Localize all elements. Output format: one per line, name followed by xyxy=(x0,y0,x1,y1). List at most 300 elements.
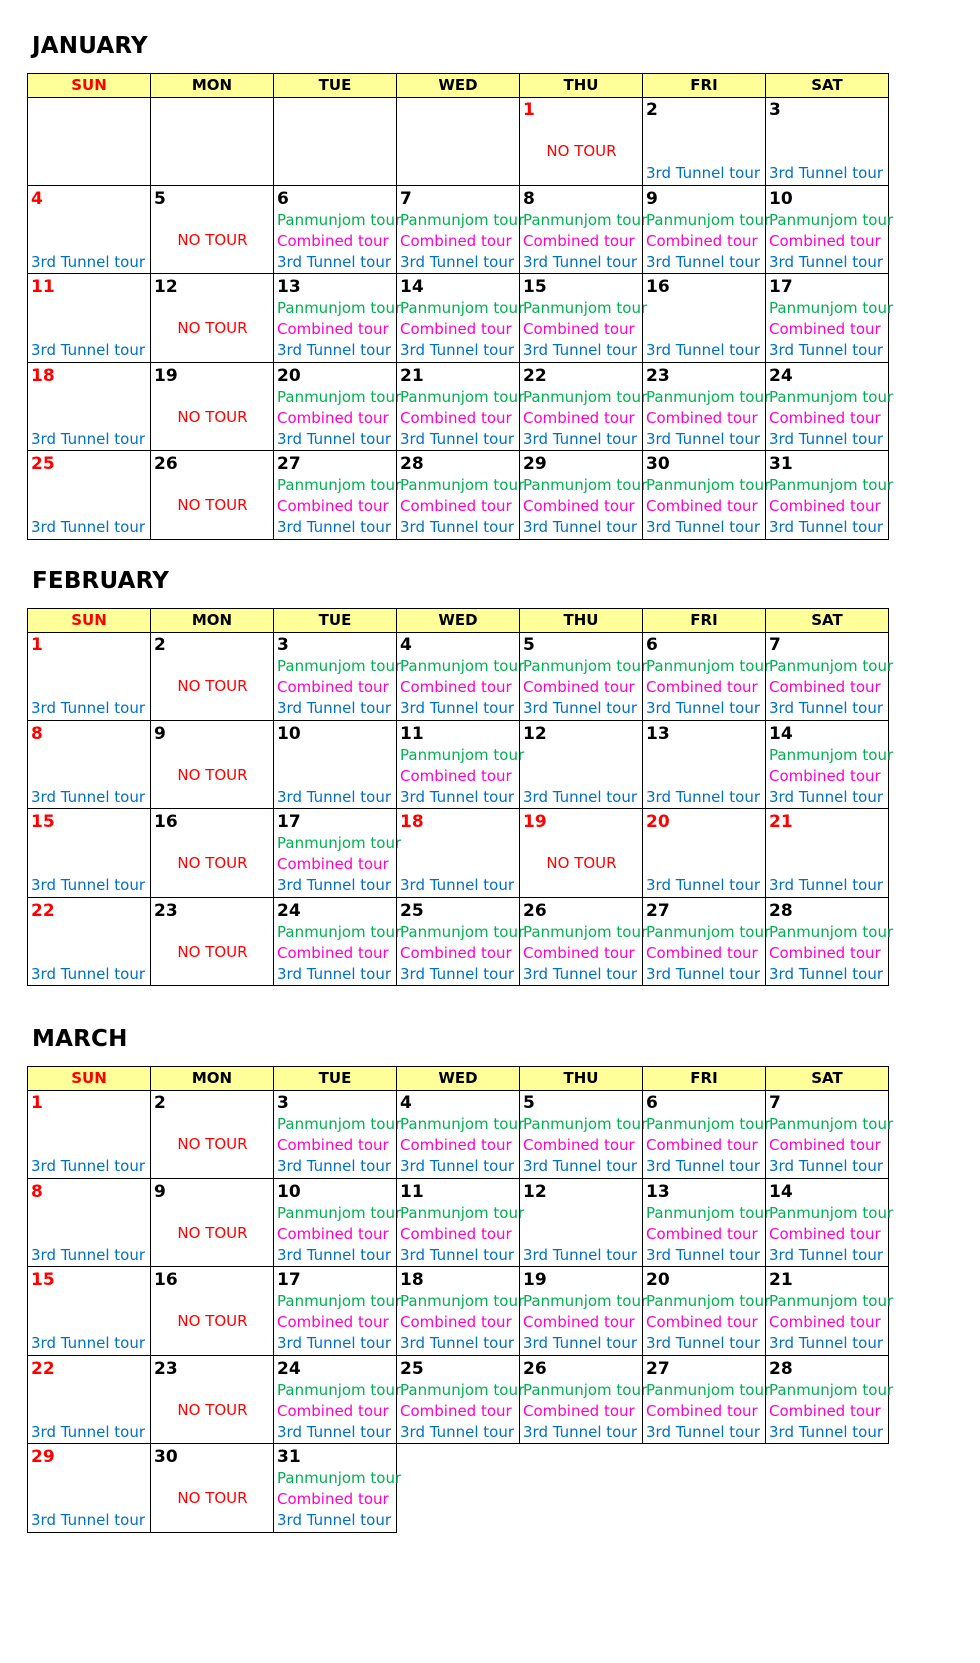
day-cell xyxy=(396,632,525,721)
tunnel-tour-label: 3rd Tunnel tour xyxy=(769,341,884,359)
tunnel-tour-label: 3rd Tunnel tour xyxy=(523,252,638,271)
tunnel-tour-label: 3rd Tunnel tour xyxy=(277,518,392,536)
tunnel-tour-label: 3rd Tunnel tour xyxy=(277,252,392,271)
day-number: 17 xyxy=(769,277,793,297)
day-number: 23 xyxy=(154,900,178,921)
panmunjom-tour-label: Panmunjom tour xyxy=(277,657,402,675)
panmunjom-tour-label: Panmunjom tour xyxy=(523,657,648,675)
panmunjom-tour-label: Panmunjom tour xyxy=(400,1115,525,1133)
day-cell xyxy=(273,1444,402,1533)
tunnel-tour-label: 3rd Tunnel tour xyxy=(31,1245,146,1264)
day-cell xyxy=(765,363,894,452)
panmunjom-tour-label: Panmunjom tour xyxy=(769,657,894,675)
combined-tour-label: Combined tour xyxy=(769,943,881,962)
tunnel-tour-label: 3rd Tunnel tour xyxy=(646,1422,761,1441)
day-number: 17 xyxy=(277,1270,301,1290)
day-cell xyxy=(642,363,771,452)
day-cell xyxy=(642,1090,771,1179)
tunnel-tour-label: 3rd Tunnel tour xyxy=(400,699,515,717)
day-cell xyxy=(519,186,648,275)
tunnel-tour-label: 3rd Tunnel tour xyxy=(277,1334,392,1352)
empty-cell xyxy=(150,97,274,186)
combined-tour-label: Combined tour xyxy=(769,678,881,696)
day-cell xyxy=(27,1444,151,1533)
tunnel-tour-label: 3rd Tunnel tour xyxy=(769,1422,884,1441)
panmunjom-tour-label: Panmunjom tour xyxy=(277,1469,402,1487)
weekday-header-row xyxy=(27,73,889,98)
day-number: 1 xyxy=(31,635,43,655)
day-cell xyxy=(396,898,525,987)
no-tour-label: NO TOUR xyxy=(177,765,248,784)
combined-tour-label: Combined tour xyxy=(523,678,635,696)
no-tour-label: NO TOUR xyxy=(177,1223,248,1242)
tunnel-tour-label: 3rd Tunnel tour xyxy=(400,518,515,536)
day-cell xyxy=(642,809,766,898)
day-number: 15 xyxy=(31,1270,55,1290)
combined-tour-label: Combined tour xyxy=(277,943,389,962)
combined-tour-label: Combined tour xyxy=(277,678,389,696)
weekday-header-sat: SAT xyxy=(765,74,889,97)
panmunjom-tour-label: Panmunjom tour xyxy=(769,1380,894,1399)
day-number: 9 xyxy=(154,1181,166,1202)
panmunjom-tour-label: Panmunjom tour xyxy=(646,1203,771,1222)
day-number: 27 xyxy=(646,900,670,921)
no-tour-label: NO TOUR xyxy=(177,677,248,695)
combined-tour-label: Combined tour xyxy=(277,408,389,427)
day-cell xyxy=(519,632,648,721)
day-number: 29 xyxy=(523,454,547,474)
tunnel-tour-label: 3rd Tunnel tour xyxy=(277,1157,392,1175)
day-number: 4 xyxy=(400,635,412,655)
day-number: 7 xyxy=(769,635,781,655)
tunnel-tour-label: 3rd Tunnel tour xyxy=(277,1422,392,1441)
day-number: 11 xyxy=(31,277,55,297)
day-cell xyxy=(273,721,397,810)
weekday-header-thu: THU xyxy=(519,74,642,97)
day-number: 24 xyxy=(277,1358,301,1379)
tunnel-tour-label: 3rd Tunnel tour xyxy=(769,964,884,983)
tunnel-tour-label: 3rd Tunnel tour xyxy=(400,964,515,983)
combined-tour-label: Combined tour xyxy=(400,231,512,250)
tunnel-tour-label: 3rd Tunnel tour xyxy=(646,876,761,894)
tunnel-tour-label: 3rd Tunnel tour xyxy=(31,518,146,536)
day-cell xyxy=(642,1356,771,1445)
tunnel-tour-label: 3rd Tunnel tour xyxy=(646,1157,761,1175)
day-cell xyxy=(150,1179,274,1268)
tunnel-tour-label: 3rd Tunnel tour xyxy=(31,252,146,271)
panmunjom-tour-label: Panmunjom tour xyxy=(523,476,648,494)
tunnel-tour-label: 3rd Tunnel tour xyxy=(646,518,761,536)
panmunjom-tour-label: Panmunjom tour xyxy=(523,922,648,941)
weekday-header-thu: THU xyxy=(519,1067,642,1090)
day-number: 17 xyxy=(277,812,301,832)
tunnel-tour-label: 3rd Tunnel tour xyxy=(31,1334,146,1352)
weekday-header-sat: SAT xyxy=(765,1067,889,1090)
day-number: 26 xyxy=(154,454,178,474)
month-section-february xyxy=(0,565,980,1085)
weekday-header-wed: WED xyxy=(396,609,519,632)
tunnel-tour-label: 3rd Tunnel tour xyxy=(277,429,392,448)
panmunjom-tour-label: Panmunjom tour xyxy=(769,1292,894,1310)
day-cell xyxy=(27,898,151,987)
panmunjom-tour-label: Panmunjom tour xyxy=(400,210,525,229)
day-number: 30 xyxy=(154,1447,178,1467)
panmunjom-tour-label: Panmunjom tour xyxy=(646,476,771,494)
day-cell xyxy=(150,898,274,987)
panmunjom-tour-label: Panmunjom tour xyxy=(400,657,525,675)
panmunjom-tour-label: Panmunjom tour xyxy=(523,1380,648,1399)
panmunjom-tour-label: Panmunjom tour xyxy=(277,210,402,229)
combined-tour-label: Combined tour xyxy=(523,1136,635,1154)
no-tour-label: NO TOUR xyxy=(177,496,248,514)
day-number: 3 xyxy=(277,635,289,655)
day-cell xyxy=(27,721,151,810)
day-number: 25 xyxy=(400,900,424,921)
day-number: 3 xyxy=(277,1093,289,1113)
combined-tour-label: Combined tour xyxy=(277,497,389,515)
panmunjom-tour-label: Panmunjom tour xyxy=(646,1380,771,1399)
day-number: 16 xyxy=(154,812,178,832)
day-cell xyxy=(150,809,274,898)
weekday-header-fri: FRI xyxy=(642,1067,765,1090)
day-cell xyxy=(765,1090,894,1179)
tunnel-tour-label: 3rd Tunnel tour xyxy=(400,429,515,448)
day-number: 12 xyxy=(523,723,547,744)
panmunjom-tour-label: Panmunjom tour xyxy=(277,387,402,406)
no-tour-label: NO TOUR xyxy=(177,1135,248,1153)
tunnel-tour-label: 3rd Tunnel tour xyxy=(769,164,884,182)
day-number: 26 xyxy=(523,1358,547,1379)
day-cell xyxy=(27,809,151,898)
day-number: 6 xyxy=(646,635,658,655)
tunnel-tour-label: 3rd Tunnel tour xyxy=(277,876,392,894)
weekday-header-wed: WED xyxy=(396,1067,519,1090)
day-cell xyxy=(396,274,525,363)
day-cell xyxy=(150,721,274,810)
panmunjom-tour-label: Panmunjom tour xyxy=(523,210,648,229)
no-tour-label: NO TOUR xyxy=(177,854,248,872)
day-number: 5 xyxy=(523,635,535,655)
panmunjom-tour-label: Panmunjom tour xyxy=(769,387,894,406)
no-tour-label: NO TOUR xyxy=(177,1400,248,1419)
weekday-header-tue: TUE xyxy=(273,74,396,97)
day-cell xyxy=(642,274,766,363)
combined-tour-label: Combined tour xyxy=(523,320,635,338)
combined-tour-label: Combined tour xyxy=(769,1136,881,1154)
tunnel-tour-label: 3rd Tunnel tour xyxy=(400,341,515,359)
tunnel-tour-label: 3rd Tunnel tour xyxy=(277,341,392,359)
day-cell xyxy=(519,363,648,452)
day-number: 18 xyxy=(400,812,424,832)
combined-tour-label: Combined tour xyxy=(400,320,512,338)
day-cell xyxy=(519,97,643,186)
panmunjom-tour-label: Panmunjom tour xyxy=(646,922,771,941)
combined-tour-label: Combined tour xyxy=(769,1401,881,1420)
day-cell xyxy=(273,898,402,987)
combined-tour-label: Combined tour xyxy=(277,1136,389,1154)
weekday-header-row xyxy=(27,1066,889,1091)
tunnel-tour-label: 3rd Tunnel tour xyxy=(646,1334,761,1352)
panmunjom-tour-label: Panmunjom tour xyxy=(769,745,894,764)
tunnel-tour-label: 3rd Tunnel tour xyxy=(646,429,761,448)
day-number: 30 xyxy=(646,454,670,474)
day-cell xyxy=(150,274,274,363)
combined-tour-label: Combined tour xyxy=(769,408,881,427)
tunnel-tour-label: 3rd Tunnel tour xyxy=(769,252,884,271)
day-cell xyxy=(27,1267,151,1356)
tunnel-tour-label: 3rd Tunnel tour xyxy=(400,876,515,894)
day-number: 23 xyxy=(154,1358,178,1379)
day-number: 14 xyxy=(400,277,424,297)
tunnel-tour-label: 3rd Tunnel tour xyxy=(769,1334,884,1352)
day-number: 22 xyxy=(523,365,547,386)
combined-tour-label: Combined tour xyxy=(400,1136,512,1154)
tunnel-tour-label: 3rd Tunnel tour xyxy=(31,1422,146,1441)
tunnel-tour-label: 3rd Tunnel tour xyxy=(769,1157,884,1175)
day-number: 20 xyxy=(277,365,301,386)
panmunjom-tour-label: Panmunjom tour xyxy=(400,1203,525,1222)
month-section-march xyxy=(0,1023,980,1543)
combined-tour-label: Combined tour xyxy=(769,231,881,250)
combined-tour-label: Combined tour xyxy=(646,408,758,427)
combined-tour-label: Combined tour xyxy=(769,1224,881,1243)
day-number: 28 xyxy=(400,454,424,474)
tunnel-tour-label: 3rd Tunnel tour xyxy=(31,876,146,894)
day-number: 13 xyxy=(277,277,301,297)
day-number: 21 xyxy=(400,365,424,386)
combined-tour-label: Combined tour xyxy=(769,1313,881,1331)
day-number: 15 xyxy=(31,812,55,832)
day-number: 6 xyxy=(646,1093,658,1113)
weekday-header-tue: TUE xyxy=(273,1067,396,1090)
day-number: 14 xyxy=(769,1181,793,1202)
day-cell xyxy=(519,1179,643,1268)
combined-tour-label: Combined tour xyxy=(400,1313,512,1331)
combined-tour-label: Combined tour xyxy=(769,320,881,338)
tunnel-tour-label: 3rd Tunnel tour xyxy=(523,1334,638,1352)
day-cell xyxy=(642,97,766,186)
day-cell xyxy=(150,186,274,275)
weekday-header-fri: FRI xyxy=(642,74,765,97)
tunnel-tour-label: 3rd Tunnel tour xyxy=(400,1157,515,1175)
tunnel-tour-label: 3rd Tunnel tour xyxy=(31,429,146,448)
day-cell xyxy=(519,1267,648,1356)
combined-tour-label: Combined tour xyxy=(646,1136,758,1154)
month-title: MARCH xyxy=(32,1026,128,1052)
day-cell xyxy=(273,632,402,721)
panmunjom-tour-label: Panmunjom tour xyxy=(400,1380,525,1399)
combined-tour-label: Combined tour xyxy=(646,497,758,515)
day-cell xyxy=(273,1356,402,1445)
day-cell xyxy=(765,97,889,186)
tunnel-tour-label: 3rd Tunnel tour xyxy=(277,1245,392,1264)
day-number: 29 xyxy=(31,1447,55,1467)
day-number: 13 xyxy=(646,723,670,744)
combined-tour-label: Combined tour xyxy=(769,766,881,785)
day-number: 20 xyxy=(646,812,670,832)
day-cell xyxy=(273,274,402,363)
day-cell xyxy=(642,898,771,987)
combined-tour-label: Combined tour xyxy=(277,1313,389,1331)
tunnel-tour-label: 3rd Tunnel tour xyxy=(769,787,884,806)
weekday-header-mon: MON xyxy=(150,609,273,632)
day-cell xyxy=(642,1267,771,1356)
day-cell xyxy=(273,186,402,275)
combined-tour-label: Combined tour xyxy=(277,1401,389,1420)
day-number: 22 xyxy=(31,900,55,921)
day-number: 20 xyxy=(646,1270,670,1290)
day-cell xyxy=(27,451,151,540)
tunnel-tour-label: 3rd Tunnel tour xyxy=(646,252,761,271)
combined-tour-label: Combined tour xyxy=(400,497,512,515)
weekday-header-sat: SAT xyxy=(765,609,889,632)
tunnel-tour-label: 3rd Tunnel tour xyxy=(769,429,884,448)
tunnel-tour-label: 3rd Tunnel tour xyxy=(277,964,392,983)
panmunjom-tour-label: Panmunjom tour xyxy=(769,299,894,317)
tunnel-tour-label: 3rd Tunnel tour xyxy=(31,1511,146,1529)
combined-tour-label: Combined tour xyxy=(400,1401,512,1420)
day-cell xyxy=(150,1090,274,1179)
day-number: 12 xyxy=(154,277,178,297)
day-number: 19 xyxy=(523,812,547,832)
panmunjom-tour-label: Panmunjom tour xyxy=(769,922,894,941)
no-tour-label: NO TOUR xyxy=(546,854,617,872)
day-number: 13 xyxy=(646,1181,670,1202)
day-number: 15 xyxy=(523,277,547,297)
tunnel-tour-label: 3rd Tunnel tour xyxy=(769,699,884,717)
day-cell xyxy=(150,632,274,721)
weekday-header-sun: SUN xyxy=(27,609,150,632)
day-number: 1 xyxy=(523,100,535,120)
day-cell xyxy=(27,1090,151,1179)
day-cell xyxy=(642,1179,771,1268)
tunnel-tour-label: 3rd Tunnel tour xyxy=(400,787,515,806)
day-number: 25 xyxy=(31,454,55,474)
day-cell xyxy=(150,451,274,540)
tunnel-tour-label: 3rd Tunnel tour xyxy=(646,964,761,983)
tunnel-tour-label: 3rd Tunnel tour xyxy=(400,1422,515,1441)
tunnel-tour-label: 3rd Tunnel tour xyxy=(400,1245,515,1264)
combined-tour-label: Combined tour xyxy=(277,1490,389,1508)
day-number: 8 xyxy=(31,1181,43,1202)
day-cell xyxy=(642,186,771,275)
tunnel-tour-label: 3rd Tunnel tour xyxy=(523,1157,638,1175)
tunnel-tour-label: 3rd Tunnel tour xyxy=(523,1422,638,1441)
combined-tour-label: Combined tour xyxy=(646,1401,758,1420)
day-cell xyxy=(396,809,520,898)
combined-tour-label: Combined tour xyxy=(523,1401,635,1420)
day-number: 28 xyxy=(769,900,793,921)
day-cell xyxy=(519,898,648,987)
panmunjom-tour-label: Panmunjom tour xyxy=(400,387,525,406)
tunnel-tour-label: 3rd Tunnel tour xyxy=(31,787,146,806)
day-number: 27 xyxy=(277,454,301,474)
combined-tour-label: Combined tour xyxy=(400,408,512,427)
day-cell xyxy=(396,363,525,452)
weekday-header-tue: TUE xyxy=(273,609,396,632)
weekday-header-thu: THU xyxy=(519,609,642,632)
combined-tour-label: Combined tour xyxy=(277,231,389,250)
tunnel-tour-label: 3rd Tunnel tour xyxy=(523,341,638,359)
day-number: 21 xyxy=(769,1270,793,1290)
panmunjom-tour-label: Panmunjom tour xyxy=(400,299,525,317)
day-number: 10 xyxy=(277,723,301,744)
day-cell xyxy=(519,451,648,540)
no-tour-label: NO TOUR xyxy=(177,1489,248,1507)
day-number: 5 xyxy=(154,188,166,209)
day-number: 3 xyxy=(769,100,781,120)
combined-tour-label: Combined tour xyxy=(400,943,512,962)
day-cell xyxy=(765,898,894,987)
combined-tour-label: Combined tour xyxy=(400,1224,512,1243)
day-cell xyxy=(642,721,766,810)
panmunjom-tour-label: Panmunjom tour xyxy=(523,387,648,406)
combined-tour-label: Combined tour xyxy=(646,678,758,696)
tunnel-tour-label: 3rd Tunnel tour xyxy=(523,699,638,717)
day-cell xyxy=(396,1090,525,1179)
combined-tour-label: Combined tour xyxy=(523,231,635,250)
day-number: 25 xyxy=(400,1358,424,1379)
day-cell xyxy=(273,363,402,452)
day-cell xyxy=(273,1090,402,1179)
day-number: 10 xyxy=(769,188,793,209)
tunnel-tour-label: 3rd Tunnel tour xyxy=(277,787,392,806)
day-number: 6 xyxy=(277,188,289,209)
panmunjom-tour-label: Panmunjom tour xyxy=(400,1292,525,1310)
tunnel-tour-label: 3rd Tunnel tour xyxy=(523,518,638,536)
day-cell xyxy=(396,1267,525,1356)
tunnel-tour-label: 3rd Tunnel tour xyxy=(31,964,146,983)
day-cell xyxy=(765,1267,894,1356)
combined-tour-label: Combined tour xyxy=(523,497,635,515)
day-cell xyxy=(273,1179,402,1268)
panmunjom-tour-label: Panmunjom tour xyxy=(400,745,525,764)
panmunjom-tour-label: Panmunjom tour xyxy=(769,210,894,229)
day-cell xyxy=(27,1179,151,1268)
tunnel-tour-label: 3rd Tunnel tour xyxy=(769,1245,884,1264)
tunnel-tour-label: 3rd Tunnel tour xyxy=(277,1511,392,1529)
tunnel-tour-label: 3rd Tunnel tour xyxy=(400,1334,515,1352)
day-cell xyxy=(273,1267,402,1356)
combined-tour-label: Combined tour xyxy=(400,678,512,696)
day-cell xyxy=(396,1356,525,1445)
day-number: 7 xyxy=(400,188,412,209)
panmunjom-tour-label: Panmunjom tour xyxy=(277,1203,402,1222)
no-tour-label: NO TOUR xyxy=(177,942,248,961)
day-cell xyxy=(765,274,894,363)
day-cell xyxy=(519,1356,648,1445)
panmunjom-tour-label: Panmunjom tour xyxy=(400,476,525,494)
day-number: 24 xyxy=(277,900,301,921)
day-number: 10 xyxy=(277,1181,301,1202)
day-number: 8 xyxy=(31,723,43,744)
tunnel-tour-label: 3rd Tunnel tour xyxy=(646,699,761,717)
day-cell xyxy=(519,721,643,810)
day-number: 4 xyxy=(31,188,43,209)
month-section-january xyxy=(0,30,980,550)
panmunjom-tour-label: Panmunjom tour xyxy=(523,299,648,317)
combined-tour-label: Combined tour xyxy=(277,320,389,338)
day-cell xyxy=(150,363,274,452)
weekday-header-sun: SUN xyxy=(27,74,150,97)
day-cell xyxy=(396,451,525,540)
month-title: FEBRUARY xyxy=(32,568,170,594)
empty-cell xyxy=(273,97,397,186)
weekday-header-wed: WED xyxy=(396,74,519,97)
panmunjom-tour-label: Panmunjom tour xyxy=(769,1203,894,1222)
day-number: 18 xyxy=(31,365,55,386)
day-cell xyxy=(519,274,648,363)
